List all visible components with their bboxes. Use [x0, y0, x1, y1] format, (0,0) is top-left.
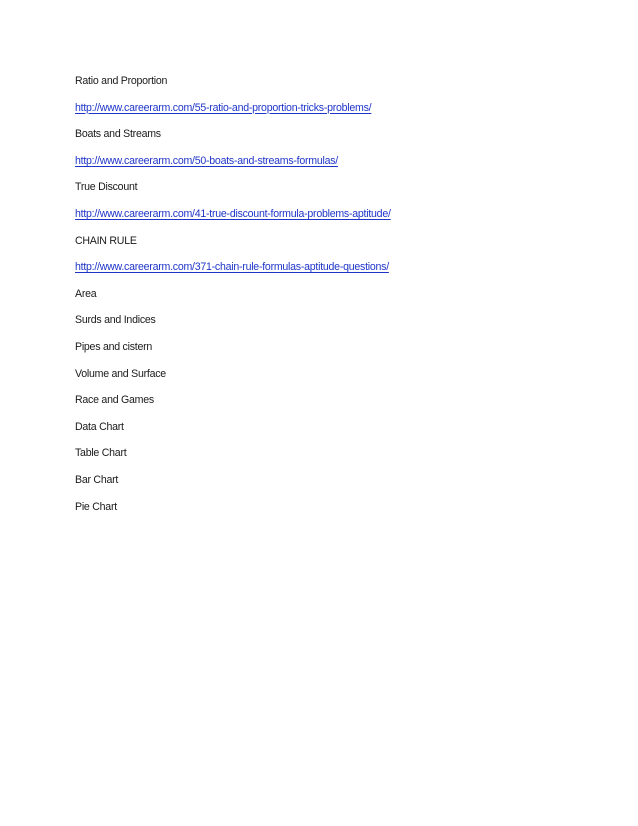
- topic-surds-and-indices: Surds and Indices: [75, 314, 156, 327]
- topic-true-discount: True Discount: [75, 181, 138, 194]
- topic-pipes-and-cistern: Pipes and cistern: [75, 340, 153, 353]
- topic-ratio-and-proportion: Ratio and Proportion: [75, 75, 168, 87]
- link-boats-and-streams[interactable]: http://www.careerarm.com/50-boats-and-streams-formulas/: [75, 154, 338, 167]
- topic-area: Area: [75, 287, 97, 300]
- topic-bar-chart: Bar Chart: [75, 473, 119, 486]
- topic-boats-and-streams: Boats and Streams: [75, 128, 161, 141]
- link-ratio-and-proportion[interactable]: http://www.careerarm.com/55-ratio-and-proportion-tricks-problems/: [75, 101, 372, 114]
- link-chain-rule[interactable]: http://www.careerarm.com/371-chain-rule-formulas-aptitude-questions/: [75, 261, 389, 274]
- topic-volume-and-surface: Volume and Surface: [75, 367, 166, 380]
- topic-table-chart: Table Chart: [75, 447, 127, 460]
- document-content: [75, 72, 595, 524]
- topic-pie-chart: Pie Chart: [75, 500, 117, 513]
- link-true-discount[interactable]: http://www.careerarm.com/41-true-discount-formula-problems-aptitude/: [75, 207, 391, 220]
- topic-race-and-games: Race and Games: [75, 394, 154, 407]
- topic-chain-rule: CHAIN RULE: [75, 234, 137, 247]
- topic-data-chart: Data Chart: [75, 420, 124, 433]
